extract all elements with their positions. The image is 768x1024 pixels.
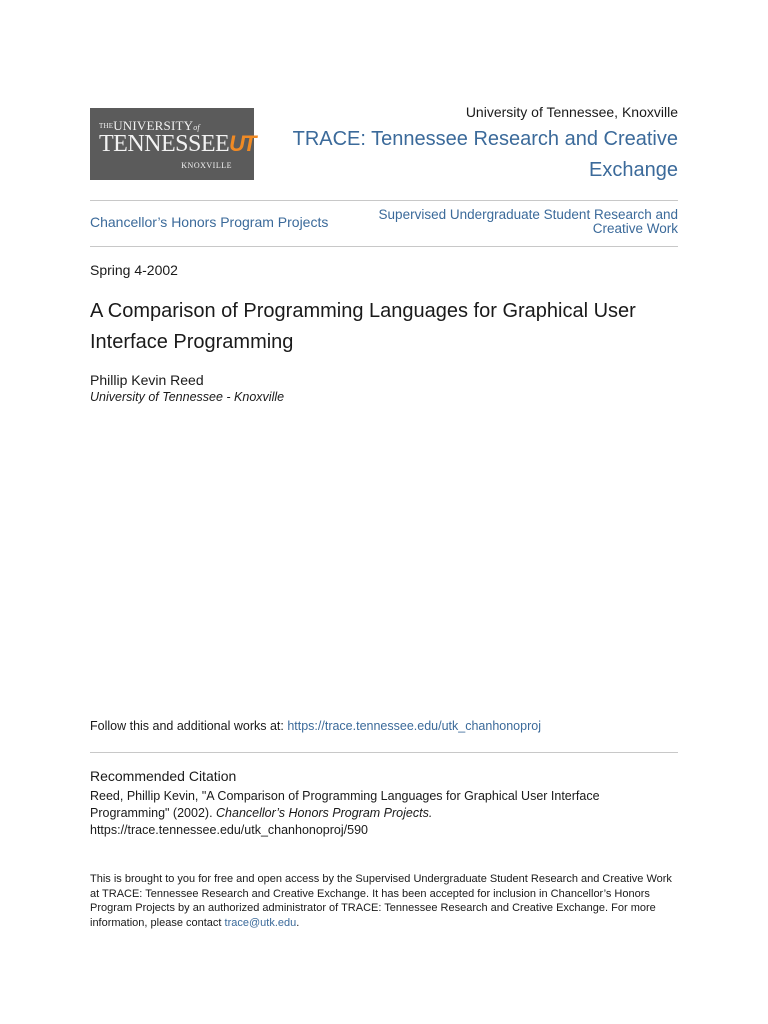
- follow-text: Follow this and additional works at:: [90, 719, 288, 733]
- ut-mark-icon: UT: [229, 131, 255, 156]
- contact-email-link[interactable]: trace@utk.edu: [224, 916, 297, 929]
- logo-line-knoxville: KNOXVILLE: [181, 161, 232, 170]
- publication-date: Spring 4-2002: [90, 262, 178, 278]
- access-notice: This is brought to you for free and open access by the Supervised Undergraduate Student Research and Creative Work at TRACE: Tennessee Research and Creative Exchange. It has been accepted for inclusion in Chancellor’s Honors Program Projects by an authorized administrator of TRACE: Tennessee Research and Creative Exchange. For more information, please contact trace@utk.edu.: [90, 873, 672, 929]
- logo-line-university: THEUNIVERSITYof: [99, 118, 200, 133]
- series-divider: [90, 246, 678, 247]
- paper-title: A Comparison of Programming Languages for Graphical User Interface Programming: [90, 300, 636, 353]
- citation-heading: Recommended Citation: [90, 768, 237, 784]
- collection-link[interactable]: https://trace.tennessee.edu/utk_chanhonoproj: [287, 719, 541, 733]
- citation-url: https://trace.tennessee.edu/utk_chanhonoproj/590: [90, 823, 368, 837]
- institution-name: University of Tennessee, Knoxville: [465, 104, 678, 120]
- university-logo[interactable]: [90, 108, 254, 180]
- series-link-honors-projects[interactable]: Chancellor’s Honors Program Projects: [90, 214, 329, 230]
- header-divider: [90, 200, 678, 201]
- citation-divider: [90, 752, 678, 753]
- logo-line-tennessee: TENNESSEEUT: [99, 131, 255, 157]
- series-link-supervised-research[interactable]: Supervised Undergraduate Student Research and Creative Work: [378, 207, 678, 236]
- follow-line: [90, 719, 541, 733]
- citation-text: Reed, Phillip Kevin, "A Comparison of Programming Languages for Graphical User Interface Programming" (2002). Chancellor’s Honors Program Projects. https://trace.tennessee.edu/utk_chanhonoproj/590: [90, 789, 600, 837]
- cover-page: [90, 0, 678, 1024]
- citation-journal: Chancellor’s Honors Program Projects.: [216, 806, 433, 820]
- author-affiliation: University of Tennessee - Knoxville: [90, 390, 285, 404]
- author-name: Phillip Kevin Reed: [90, 372, 204, 388]
- repository-link[interactable]: TRACE: Tennessee Research and Creative Exchange: [292, 128, 678, 181]
